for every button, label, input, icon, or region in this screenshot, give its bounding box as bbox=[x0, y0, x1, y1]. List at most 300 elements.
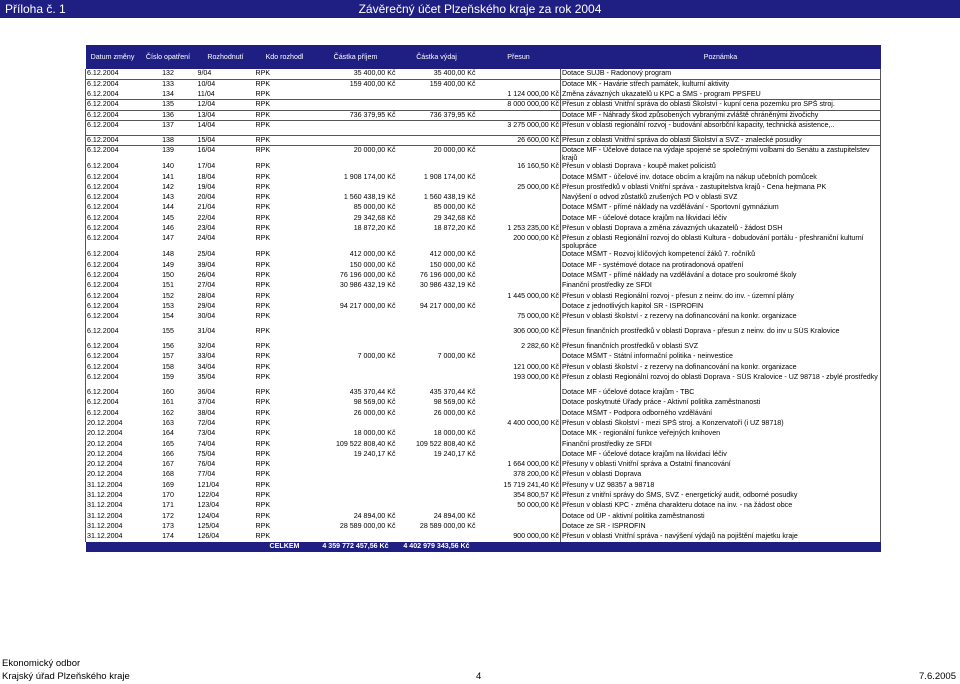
row-decided-by: RPK bbox=[255, 491, 271, 499]
row-transfer: 200 000,00 Kč bbox=[513, 234, 559, 243]
row-income: 30 986 432,19 Kč bbox=[339, 281, 396, 290]
row-measure-number: 167 bbox=[162, 460, 174, 469]
row-measure-number: 165 bbox=[162, 439, 174, 448]
row-measure-number: 157 bbox=[162, 352, 174, 361]
table-row bbox=[86, 214, 881, 224]
row-decided-by: RPK bbox=[255, 79, 271, 88]
row-date: 20.12.2004 bbox=[86, 429, 140, 439]
row-decided-by: RPK bbox=[255, 90, 315, 100]
row-decision: 22/04 bbox=[197, 213, 216, 222]
row-expense bbox=[397, 460, 477, 470]
col-header-income: Částka příjem bbox=[315, 45, 397, 69]
row-income: 98 569,00 Kč bbox=[353, 398, 396, 407]
row-decided-by: RPK bbox=[255, 327, 271, 336]
row-date: 6.12.2004 bbox=[86, 69, 140, 79]
row-decided-by: RPK bbox=[255, 213, 271, 222]
row-transfer bbox=[477, 522, 561, 532]
row-note: Změna závazných ukazatelů u KPC a ŠMS - program PPSFEU bbox=[561, 90, 881, 100]
row-decision: 32/04 bbox=[197, 342, 216, 351]
row-decided-by: RPK bbox=[255, 439, 271, 448]
row-note: Přesun v oblasti Doprava a změna závazných ukazatelů - žádost DSH bbox=[561, 224, 881, 234]
row-decided-by: RPK bbox=[255, 511, 271, 520]
row-expense: 435 370,44 Kč bbox=[429, 388, 476, 397]
row-transfer: 306 000,00 Kč bbox=[513, 327, 559, 336]
row-decided-by: RPK bbox=[255, 429, 271, 438]
row-measure-number: 140 bbox=[162, 162, 174, 171]
row-income: 20 000,00 Kč bbox=[353, 146, 396, 155]
row-note: Přesun finančních prostředků v oblasti Doprava - přesun z neinv. do inv u SÚS Kralovice bbox=[561, 327, 881, 342]
row-expense bbox=[397, 100, 477, 110]
row-expense: 26 000,00 Kč bbox=[433, 408, 476, 417]
row-expense: 150 000,00 Kč bbox=[429, 260, 476, 269]
row-decision: 34/04 bbox=[197, 362, 216, 371]
row-measure-number: 135 bbox=[140, 100, 197, 110]
table-row bbox=[86, 203, 881, 213]
row-income bbox=[315, 234, 397, 250]
row-transfer bbox=[477, 429, 561, 439]
row-date: 6.12.2004 bbox=[86, 250, 140, 260]
table-row bbox=[86, 120, 881, 135]
row-expense bbox=[397, 234, 477, 250]
row-decided-by: RPK bbox=[255, 460, 271, 469]
row-date: 6.12.2004 bbox=[86, 120, 140, 135]
row-income bbox=[315, 373, 397, 388]
row-transfer bbox=[477, 302, 561, 312]
row-decision: 75/04 bbox=[197, 449, 216, 458]
row-transfer: 1 445 000,00 Kč bbox=[507, 291, 559, 300]
row-expense: 7 000,00 Kč bbox=[437, 352, 476, 361]
table-row bbox=[86, 271, 881, 281]
row-income: 94 217 000,00 Kč bbox=[339, 301, 396, 310]
row-decision: 13/04 bbox=[197, 110, 255, 120]
row-expense bbox=[397, 501, 477, 511]
row-decision: 10/04 bbox=[197, 79, 216, 88]
row-measure-number: 168 bbox=[162, 470, 174, 479]
row-transfer: 1 124 000,00 Kč bbox=[477, 90, 561, 100]
row-measure-number: 170 bbox=[162, 491, 174, 499]
row-decided-by: RPK bbox=[255, 342, 271, 351]
row-expense bbox=[397, 342, 477, 352]
row-date: 6.12.2004 bbox=[86, 214, 140, 224]
row-date: 31.12.2004 bbox=[86, 532, 140, 542]
row-transfer bbox=[477, 450, 561, 460]
row-date: 6.12.2004 bbox=[86, 261, 140, 271]
row-transfer: 2 282,60 Kč bbox=[521, 342, 559, 351]
row-decision: 18/04 bbox=[197, 172, 216, 181]
row-transfer: 15 719 241,40 Kč bbox=[503, 480, 559, 489]
row-income: 435 370,44 Kč bbox=[349, 388, 396, 397]
row-decided-by: RPK bbox=[255, 120, 315, 135]
row-transfer: 75 000,00 Kč bbox=[517, 312, 559, 321]
row-decision: 28/04 bbox=[197, 291, 216, 300]
document-title: Závěrečný účet Plzeňského kraje za rok 2004 bbox=[358, 2, 602, 16]
row-expense bbox=[397, 120, 477, 135]
row-note: Dotace MF - účelové dotace krajům na likvidaci léčiv bbox=[561, 450, 881, 460]
table-row bbox=[86, 460, 881, 470]
row-income: 28 589 000,00 Kč bbox=[339, 521, 396, 530]
row-decision: 19/04 bbox=[197, 182, 216, 191]
row-decision: 25/04 bbox=[197, 250, 216, 259]
table-row bbox=[86, 409, 881, 419]
row-decision: 72/04 bbox=[197, 418, 216, 427]
row-income: 150 000,00 Kč bbox=[349, 260, 396, 269]
table-row bbox=[86, 373, 881, 388]
row-date: 20.12.2004 bbox=[86, 460, 140, 470]
row-decision: 30/04 bbox=[197, 312, 216, 321]
table-row bbox=[86, 292, 881, 302]
row-transfer bbox=[477, 398, 561, 408]
table-row bbox=[86, 234, 881, 250]
row-expense: 98 569,00 Kč bbox=[433, 398, 476, 407]
row-decided-by: RPK bbox=[255, 408, 271, 417]
table-row bbox=[86, 90, 881, 100]
row-measure-number: 162 bbox=[162, 408, 174, 417]
row-decision: 16/04 bbox=[197, 146, 216, 155]
row-measure-number: 138 bbox=[140, 135, 197, 145]
row-measure-number: 160 bbox=[162, 388, 174, 397]
row-date: 20.12.2004 bbox=[86, 470, 140, 480]
table-row bbox=[86, 312, 881, 327]
row-income: 19 240,17 Kč bbox=[353, 449, 396, 458]
row-decision: 74/04 bbox=[197, 439, 216, 448]
row-expense bbox=[397, 183, 477, 193]
row-date: 31.12.2004 bbox=[86, 491, 140, 501]
row-expense bbox=[397, 327, 477, 342]
row-income: 736 379,95 Kč bbox=[315, 110, 397, 120]
row-income bbox=[315, 90, 397, 100]
row-expense: 29 342,68 Kč bbox=[433, 213, 476, 222]
row-date: 6.12.2004 bbox=[86, 342, 140, 352]
row-measure-number: 154 bbox=[162, 312, 174, 321]
row-income: 1 908 174,00 Kč bbox=[343, 172, 396, 181]
row-expense bbox=[397, 491, 477, 501]
header-bar bbox=[0, 0, 960, 18]
table-row bbox=[86, 491, 881, 501]
row-date: 6.12.2004 bbox=[86, 352, 140, 362]
row-expense: 94 217 000,00 Kč bbox=[419, 301, 476, 310]
row-date: 6.12.2004 bbox=[86, 183, 140, 193]
table-row bbox=[86, 193, 881, 203]
row-expense bbox=[397, 481, 477, 491]
row-expense: 19 240,17 Kč bbox=[433, 449, 476, 458]
row-decided-by: RPK bbox=[255, 362, 271, 371]
row-income: 76 196 000,00 Kč bbox=[339, 270, 396, 279]
row-decided-by: RPK bbox=[255, 418, 271, 427]
row-decision: 33/04 bbox=[197, 352, 216, 361]
row-note: Dotace MF - účelové dotace krajům na likvidaci léčiv bbox=[561, 214, 881, 224]
row-note: Přesun finančních prostředků v oblasti SVZ bbox=[561, 342, 881, 352]
row-note: Dotace MF - Náhrady škod způsobených vybranými zvláště chráněnými živočichy bbox=[561, 110, 881, 120]
row-note: Přesuny v UZ 98357 a 98718 bbox=[561, 481, 881, 491]
row-date: 31.12.2004 bbox=[86, 481, 140, 491]
row-transfer bbox=[477, 409, 561, 419]
row-decided-by: RPK bbox=[255, 281, 271, 290]
row-decided-by: RPK bbox=[255, 162, 271, 171]
attachment-label: Příloha č. 1 bbox=[5, 2, 66, 16]
row-decision: 126/04 bbox=[197, 532, 220, 541]
row-expense bbox=[397, 363, 477, 373]
row-transfer: 25 000,00 Kč bbox=[517, 182, 559, 191]
row-decided-by: RPK bbox=[255, 532, 271, 541]
row-transfer bbox=[477, 79, 561, 89]
row-decision: 17/04 bbox=[197, 162, 216, 171]
row-measure-number: 152 bbox=[162, 291, 174, 300]
row-transfer: 16 160,50 Kč bbox=[517, 162, 559, 171]
row-note: Dotace z jednotlivých kapitol SR - ISPROFIN bbox=[561, 302, 881, 312]
row-note: Přesun z vnitřní správy do ŠMS, SVZ - energetický audit, odborné posudky bbox=[561, 491, 881, 501]
row-decision: 29/04 bbox=[197, 301, 216, 310]
row-expense bbox=[397, 532, 477, 542]
row-income bbox=[315, 491, 397, 501]
row-date: 6.12.2004 bbox=[86, 79, 140, 89]
row-decision: 38/04 bbox=[197, 408, 216, 417]
table-row bbox=[86, 110, 881, 120]
col-header-note: Poznámka bbox=[561, 45, 881, 69]
row-date: 20.12.2004 bbox=[86, 450, 140, 460]
footer-date: 7.6.2005 bbox=[919, 671, 956, 682]
row-decided-by: RPK bbox=[255, 69, 315, 79]
row-income bbox=[315, 460, 397, 470]
row-date: 20.12.2004 bbox=[86, 440, 140, 450]
table-row bbox=[86, 470, 881, 480]
row-note: Finanční prostředky ze SFDI bbox=[561, 440, 881, 450]
table-row bbox=[86, 398, 881, 408]
row-measure-number: 147 bbox=[162, 234, 174, 243]
table-row bbox=[86, 327, 881, 342]
col-header-decided-by: Kdo rozhodl bbox=[255, 45, 315, 69]
row-transfer: 3 275 000,00 Kč bbox=[477, 120, 561, 135]
row-decided-by: RPK bbox=[255, 224, 271, 233]
row-income: 29 342,68 Kč bbox=[353, 213, 396, 222]
row-measure-number: 132 bbox=[140, 69, 197, 79]
row-transfer: 121 000,00 Kč bbox=[513, 362, 559, 371]
row-measure-number: 174 bbox=[162, 532, 174, 541]
row-decided-by: RPK bbox=[255, 470, 271, 479]
row-date: 6.12.2004 bbox=[86, 373, 140, 388]
row-decided-by: RPK bbox=[255, 100, 315, 110]
col-header-expense: Částka výdaj bbox=[397, 45, 477, 69]
row-note: Dotace poskytnuté Úřady práce - Aktivní politika zaměstnanosti bbox=[561, 398, 881, 408]
row-decision: 73/04 bbox=[197, 429, 216, 438]
row-measure-number: 171 bbox=[162, 501, 174, 510]
row-note: Přesun v oblasti školství - z rezervy na dofinancování na konkr. organizace bbox=[561, 312, 881, 327]
row-date: 6.12.2004 bbox=[86, 234, 140, 250]
row-measure-number: 156 bbox=[162, 342, 174, 351]
row-note: Přesun v oblasti školství - z rezervy na dofinancování na konkr. organizace bbox=[561, 363, 881, 373]
row-decided-by: RPK bbox=[255, 203, 271, 212]
row-measure-number: 155 bbox=[162, 327, 174, 336]
row-decision: 39/04 bbox=[197, 260, 216, 269]
row-note: Přesun v oblasti Vnitřní správa - navýšení výdajů na pojištění majetku kraje bbox=[561, 532, 881, 542]
row-decision: 26/04 bbox=[197, 270, 216, 279]
row-income: 7 000,00 Kč bbox=[357, 352, 396, 361]
row-decision: 15/04 bbox=[197, 135, 255, 145]
row-date: 6.12.2004 bbox=[86, 90, 140, 100]
row-income bbox=[315, 162, 397, 172]
total-income: 4 359 772 457,56 Kč bbox=[315, 542, 397, 552]
budget-changes-table bbox=[85, 45, 881, 552]
row-income bbox=[315, 501, 397, 511]
row-income bbox=[315, 342, 397, 352]
row-date: 6.12.2004 bbox=[86, 193, 140, 203]
table-row bbox=[86, 450, 881, 460]
row-income: 85 000,00 Kč bbox=[353, 203, 396, 212]
row-note: Dotace SUJB - Radonový program bbox=[561, 69, 881, 79]
row-note: Dotace MF - Účelové dotace na výdaje spojené se společnými volbami do Senátu a zastupitelstev krajů bbox=[561, 146, 881, 163]
row-date: 6.12.2004 bbox=[86, 312, 140, 327]
row-measure-number: 133 bbox=[162, 79, 174, 88]
row-note: Přesun z oblasti Regionální rozvoj do oblasti Doprava - SÚS Kralovice - UZ 98718 - zbylé prostředky bbox=[561, 373, 881, 388]
table-row bbox=[86, 532, 881, 542]
row-measure-number: 151 bbox=[162, 281, 174, 290]
row-measure-number: 150 bbox=[162, 270, 174, 279]
table-row bbox=[86, 512, 881, 522]
row-decision: 122/04 bbox=[197, 491, 220, 499]
row-transfer bbox=[477, 193, 561, 203]
row-decided-by: RPK bbox=[255, 193, 271, 202]
row-expense: 85 000,00 Kč bbox=[433, 203, 476, 212]
row-decision: 12/04 bbox=[197, 100, 255, 110]
row-decided-by: RPK bbox=[255, 449, 271, 458]
row-decided-by: RPK bbox=[255, 480, 271, 489]
row-note: Přesun v oblasti Doprava - koupě maket policistů bbox=[561, 162, 881, 172]
table-row bbox=[86, 173, 881, 183]
row-measure-number: 134 bbox=[140, 90, 197, 100]
row-decided-by: RPK bbox=[255, 182, 271, 191]
row-date: 6.12.2004 bbox=[86, 110, 140, 120]
row-date: 6.12.2004 bbox=[86, 388, 140, 398]
table-row bbox=[86, 419, 881, 429]
row-income: 26 000,00 Kč bbox=[353, 408, 396, 417]
row-income: 159 400,00 Kč bbox=[349, 79, 396, 88]
row-income: 18 000,00 Kč bbox=[353, 429, 396, 438]
row-decision: 123/04 bbox=[197, 501, 220, 510]
row-income bbox=[315, 100, 397, 110]
row-note: Dotace MŠMT - Podpora odborného vzdělávání bbox=[561, 409, 881, 419]
row-income: 412 000,00 Kč bbox=[349, 250, 396, 259]
row-measure-number: 146 bbox=[162, 224, 174, 233]
row-income bbox=[315, 135, 397, 145]
row-transfer bbox=[477, 214, 561, 224]
table-row bbox=[86, 261, 881, 271]
row-decided-by: RPK bbox=[255, 260, 271, 269]
table-row bbox=[86, 79, 881, 89]
row-transfer: 1 664 000,00 Kč bbox=[507, 460, 559, 469]
row-expense: 109 522 808,40 Kč bbox=[415, 439, 476, 448]
row-note: Dotace MŠMT - přímé náklady na vzdělávání a dotace pro soukromé školy bbox=[561, 271, 881, 281]
row-transfer bbox=[477, 203, 561, 213]
row-measure-number: 153 bbox=[162, 301, 174, 310]
row-decision: 23/04 bbox=[197, 224, 216, 233]
row-income bbox=[315, 419, 397, 429]
row-decided-by: RPK bbox=[255, 234, 271, 243]
row-expense: 18 872,20 Kč bbox=[433, 224, 476, 233]
row-date: 6.12.2004 bbox=[86, 203, 140, 213]
row-measure-number: 158 bbox=[162, 362, 174, 371]
row-note: Dotace MŠMT - Rozvoj klíčových kompetencí žáků 7. ročníků bbox=[561, 250, 881, 260]
row-transfer bbox=[477, 388, 561, 398]
row-expense: 35 400,00 Kč bbox=[397, 69, 477, 79]
row-decision: 37/04 bbox=[197, 398, 216, 407]
row-income bbox=[315, 470, 397, 480]
row-transfer: 354 800,57 Kč bbox=[513, 491, 559, 499]
row-date: 6.12.2004 bbox=[86, 327, 140, 342]
row-expense: 412 000,00 Kč bbox=[429, 250, 476, 259]
row-decision: 77/04 bbox=[197, 470, 216, 479]
row-decision: 31/04 bbox=[197, 327, 216, 336]
table-row bbox=[86, 135, 881, 145]
row-decided-by: RPK bbox=[255, 373, 271, 382]
row-decided-by: RPK bbox=[255, 352, 271, 361]
row-transfer bbox=[477, 69, 561, 79]
row-note: Dotace MŠMT - účelové inv. dotace obcím a krajům na nákup učebních pomůcek bbox=[561, 173, 881, 183]
row-transfer bbox=[477, 271, 561, 281]
row-transfer: 1 253 235,00 Kč bbox=[507, 224, 559, 233]
row-income bbox=[315, 183, 397, 193]
row-decision: 36/04 bbox=[197, 388, 216, 397]
row-date: 6.12.2004 bbox=[86, 100, 140, 110]
row-note: Přesun v oblasti regionální rozvoj - budování absorbční kapacity, technická asistence,.. bbox=[561, 120, 881, 135]
row-decision: 76/04 bbox=[197, 460, 216, 469]
row-date: 6.12.2004 bbox=[86, 224, 140, 234]
row-note: Přesun prostředků v oblasti Vnitřní správa - zastupitelstva krajů - Cena hejtmana PK bbox=[561, 183, 881, 193]
row-date: 6.12.2004 bbox=[86, 271, 140, 281]
table-row bbox=[86, 224, 881, 234]
row-date: 6.12.2004 bbox=[86, 146, 140, 163]
row-decided-by: RPK bbox=[255, 291, 271, 300]
table-row bbox=[86, 69, 881, 79]
row-measure-number: 173 bbox=[162, 521, 174, 530]
row-measure-number: 145 bbox=[162, 213, 174, 222]
row-income bbox=[315, 120, 397, 135]
row-transfer bbox=[477, 512, 561, 522]
row-note: Přesun z oblasti Vnitřní správa do oblasti Školství a SVZ - znalecké posudky bbox=[561, 135, 881, 145]
table-row bbox=[86, 146, 881, 163]
row-note: Dotace MŠMT - Státní informační politika - neinvestice bbox=[561, 352, 881, 362]
row-expense: 30 986 432,19 Kč bbox=[419, 281, 476, 290]
col-header-measure-number: Číslo opatření bbox=[140, 45, 197, 69]
row-transfer bbox=[477, 173, 561, 183]
row-decided-by: RPK bbox=[255, 501, 271, 510]
col-header-decision: Rozhodnutí bbox=[197, 45, 255, 69]
row-income: 109 522 808,40 Kč bbox=[335, 439, 396, 448]
row-date: 6.12.2004 bbox=[86, 292, 140, 302]
row-measure-number: 148 bbox=[162, 250, 174, 259]
col-header-transfer: Přesun bbox=[477, 45, 561, 69]
table-row bbox=[86, 388, 881, 398]
row-date: 6.12.2004 bbox=[86, 162, 140, 172]
row-expense: 1 908 174,00 Kč bbox=[423, 172, 476, 181]
row-transfer: 193 000,00 Kč bbox=[513, 373, 559, 382]
table-header-row bbox=[86, 45, 881, 69]
row-expense bbox=[397, 162, 477, 172]
row-expense bbox=[397, 470, 477, 480]
row-date: 6.12.2004 bbox=[86, 398, 140, 408]
row-note: Přesun z oblasti Regionální rozvoj do oblasti Kultura - dobudování portálu - přeshraniční kulturní spolupráce bbox=[561, 234, 881, 250]
page-number: 4 bbox=[476, 671, 482, 682]
row-note: Přesun v oblasti Doprava bbox=[561, 470, 881, 480]
table-row bbox=[86, 342, 881, 352]
table-row bbox=[86, 481, 881, 491]
row-transfer bbox=[477, 261, 561, 271]
row-income bbox=[315, 532, 397, 542]
row-decided-by: RPK bbox=[255, 270, 271, 279]
row-transfer: 8 000 000,00 Kč bbox=[477, 100, 561, 110]
row-income bbox=[315, 292, 397, 302]
row-measure-number: 159 bbox=[162, 373, 174, 382]
total-label: CELKEM bbox=[255, 542, 315, 552]
row-transfer bbox=[477, 250, 561, 260]
